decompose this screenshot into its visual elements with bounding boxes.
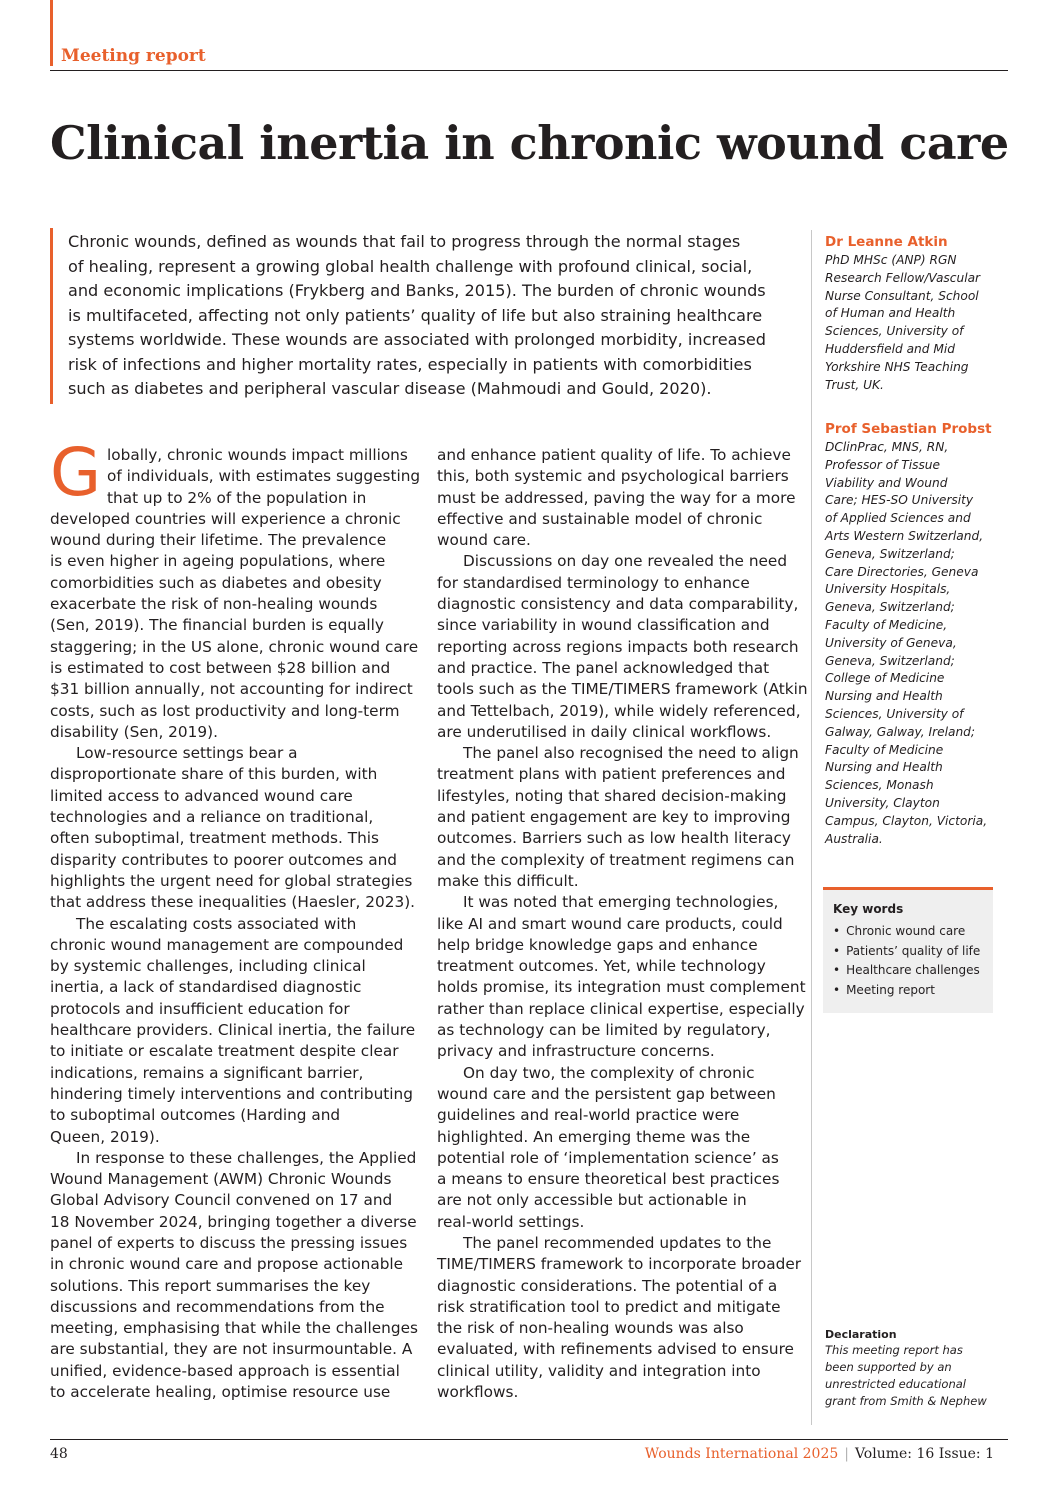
text-line: wound during their lifetime. The prevalence xyxy=(50,531,387,550)
text-line: often suboptimal, treatment methods. This xyxy=(50,829,380,848)
text-line: to initiate or escalate treatment despite clear xyxy=(50,1042,399,1061)
text-line: to accelerate healing, optimise resource use xyxy=(50,1383,391,1402)
affiliation-line: Faculty of Medicine xyxy=(825,742,944,757)
declaration-line: been supported by an xyxy=(825,1360,952,1374)
text-line: and Tettelbach, 2019), while widely referenced, xyxy=(437,701,801,720)
text-line: It was noted that emerging technologies, xyxy=(463,893,779,912)
text-line: make this difficult. xyxy=(437,871,579,890)
text-line: panel of experts to discuss the pressing issues xyxy=(50,1233,408,1252)
text-line: clinical utility, validity and integration into xyxy=(437,1361,761,1380)
paragraph xyxy=(437,445,802,551)
affiliation-line: Arts Western Switzerland, xyxy=(825,528,984,543)
paragraph xyxy=(437,892,806,1062)
abstract-accent-bar xyxy=(50,228,53,404)
abstract-line: systems worldwide. These wounds are associated with prolonged morbidity, increased xyxy=(68,330,766,349)
text-line: workflows. xyxy=(437,1383,519,1402)
article-title: Clinical inertia in chronic wound care xyxy=(50,116,1009,170)
text-line: inertia, a lack of standardised diagnostic xyxy=(50,978,362,997)
text-line: wound care and the persistent gap between xyxy=(437,1084,776,1103)
affiliation-line: Galway, Galway, Ireland; xyxy=(825,724,976,739)
author-block-1 xyxy=(825,232,980,394)
abstract-line: of healing, represent a growing global health challenge with profound clinical, social, xyxy=(68,256,753,276)
affiliation-line: Faculty of Medicine, xyxy=(825,617,948,632)
text-line: and enhance patient quality of life. To achieve xyxy=(437,446,791,464)
text-line: The panel recommended updates to the xyxy=(463,1233,772,1252)
text-line: The panel also recognised the need to align xyxy=(463,744,799,763)
keyword-item: • Patients’ quality of life xyxy=(833,942,980,962)
author-affiliation xyxy=(825,439,992,848)
declaration-line: grant from Smith & Nephew xyxy=(825,1394,987,1408)
text-line: healthcare providers. Clinical inertia, the failure xyxy=(50,1021,416,1040)
text-line: that address these inequalities (Haesler, 2023). xyxy=(50,893,416,912)
text-line: this, both systemic and psychological barriers xyxy=(437,467,789,486)
text-line: of individuals, with estimates suggesting xyxy=(107,467,421,486)
affiliation-line: College of Medicine xyxy=(825,671,945,686)
paragraph xyxy=(50,445,421,743)
affiliation-line: Nursing and Health xyxy=(825,689,943,704)
affiliation-line: DClinPrac, MNS, RN, xyxy=(825,440,949,454)
text-line: Discussions on day one revealed the need xyxy=(463,552,788,571)
affiliation-line: Trust, UK. xyxy=(825,377,884,392)
text-line: (Sen, 2019). The financial burden is equally xyxy=(50,616,384,635)
text-line: disparity contributes to poorer outcomes and xyxy=(50,850,398,869)
text-line: by systemic challenges, including clinical xyxy=(50,957,366,976)
author-name: Prof Sebastian Probst xyxy=(825,421,992,437)
text-line: like AI and smart wound care products, could xyxy=(437,914,783,933)
affiliation-line: Yorkshire NHS Teaching xyxy=(825,359,969,374)
affiliation-line: PhD MHSc (ANP) RGN xyxy=(825,253,957,267)
affiliation-line: Care; HES-SO University xyxy=(825,493,974,508)
text-line: technologies and a reliance on traditional, xyxy=(50,808,374,827)
text-line: as technology can be limited by regulatory, xyxy=(437,1021,771,1040)
footer-separator: | xyxy=(844,1446,849,1462)
text-line: highlighted. An emerging theme was the xyxy=(437,1127,751,1146)
keyword-item: • Chronic wound care xyxy=(833,922,980,942)
author-affiliation xyxy=(825,252,980,394)
affiliation-line: Geneva, Switzerland; xyxy=(825,546,955,561)
affiliation-line: Viability and Wound xyxy=(825,475,948,490)
affiliation-line: Sciences, University of xyxy=(825,706,964,721)
text-line: holds promise, its integration must complement xyxy=(437,978,806,997)
text-line: that up to 2% of the population in xyxy=(107,488,367,507)
text-line: unified, evidence-based approach is essential xyxy=(50,1361,400,1380)
text-line: meeting, emphasising that while the challenges xyxy=(50,1319,418,1338)
paragraph xyxy=(437,551,808,743)
text-line: In response to these challenges, the Applied xyxy=(76,1148,417,1167)
text-line: tools such as the TIME/TIMERS framework (Atkin xyxy=(437,680,808,699)
affiliation-line: University Hospitals, xyxy=(825,582,951,597)
text-line: potential role of ‘implementation science’ as xyxy=(437,1148,779,1167)
text-line: indications, remains a significant barrier, xyxy=(50,1063,364,1082)
journal-name: Wounds International 2025 xyxy=(644,1446,839,1462)
paragraph xyxy=(437,1233,802,1403)
text-line: evaluated, with refinements advised to ensure xyxy=(437,1340,794,1359)
header-rule xyxy=(50,70,1008,71)
footer-rule xyxy=(50,1439,1008,1440)
text-line: limited access to advanced wound care xyxy=(50,786,353,805)
text-line: real-world settings. xyxy=(437,1212,585,1231)
affiliation-line: Sciences, University of xyxy=(825,324,964,339)
keywords-title: Key words xyxy=(833,902,904,916)
affiliation-line: Campus, Clayton, Victoria, xyxy=(825,813,988,828)
affiliation-line: Professor of Tissue xyxy=(825,457,941,472)
page-number: 48 xyxy=(50,1446,68,1462)
text-line: $31 billion annually, not accounting for indirect xyxy=(50,680,413,699)
text-line: rather than replace clinical expertise, especially xyxy=(437,999,805,1018)
text-line: and the complexity of treatment regimens can xyxy=(437,850,795,869)
text-line: exacerbate the risk of non-healing wounds xyxy=(50,595,378,614)
text-line: disability (Sen, 2019). xyxy=(50,722,218,741)
text-line: is estimated to cost between $28 billion and xyxy=(50,658,391,677)
affiliation-line: University of Geneva, xyxy=(825,635,957,650)
text-line: privacy and infrastructure concerns. xyxy=(437,1042,715,1061)
paragraph xyxy=(50,743,415,913)
text-line: Queen, 2019). xyxy=(50,1127,160,1146)
author-name: Dr Leanne Atkin xyxy=(825,234,948,250)
declaration-line: unrestricted educational xyxy=(825,1377,966,1391)
text-line: effective and sustainable model of chronic xyxy=(437,509,763,528)
text-line: lifestyles, noting that shared decision-making xyxy=(437,786,787,805)
text-line: reporting across regions impacts both research xyxy=(437,637,799,656)
text-line: the risk of non-healing wounds was also xyxy=(437,1319,744,1338)
text-line: guidelines and real-world practice were xyxy=(437,1106,740,1125)
affiliation-line: Care Directories, Geneva xyxy=(825,564,979,579)
text-line: The escalating costs associated with xyxy=(76,914,357,933)
text-line: Wound Management (AWM) Chronic Wounds xyxy=(50,1170,392,1189)
abstract xyxy=(68,230,808,402)
affiliation-line: Geneva, Switzerland; xyxy=(825,600,955,615)
affiliation-line: Australia. xyxy=(825,831,883,846)
text-line: for standardised terminology to enhance xyxy=(437,573,750,592)
keyword-item: • Meeting report xyxy=(833,981,980,1001)
abstract-line: risk of infections and higher mortality rates, especially in patients with comorbidities xyxy=(68,354,752,374)
keywords-box xyxy=(823,887,993,1013)
text-line: treatment plans with patient preferences and xyxy=(437,765,786,784)
text-line: and patient engagement are key to improving xyxy=(437,808,791,827)
text-line: diagnostic considerations. The potential of a xyxy=(437,1276,778,1295)
journal-citation xyxy=(645,1444,994,1464)
keyword-item: • Healthcare challenges xyxy=(833,961,980,981)
text-line: solutions. This report summarises the key xyxy=(50,1276,371,1295)
text-line: highlights the urgent need for global strategies xyxy=(50,871,413,890)
affiliation-line: University, Clayton xyxy=(825,795,940,810)
text-line: discussions and recommendations from the xyxy=(50,1297,385,1316)
paragraph xyxy=(50,1148,418,1404)
body-column-middle xyxy=(437,445,808,1403)
affiliation-line: Huddersfield and Mid xyxy=(825,341,956,356)
text-line: are underutilised in daily clinical workflows. xyxy=(437,722,772,741)
affiliation-line: Sciences, Monash xyxy=(825,778,934,793)
keywords-list xyxy=(833,922,980,1000)
text-line: are substantial, they are not insurmountable. A xyxy=(50,1340,413,1359)
text-line: are not only accessible but actionable in xyxy=(437,1191,747,1210)
affiliation-line: Research Fellow/Vascular xyxy=(825,270,981,285)
abstract-line: and economic implications (Frykberg and Banks, 2015). The burden of chronic wounds xyxy=(68,281,766,300)
abstract-line: such as diabetes and peripheral vascular disease (Mahmoudi and Gould, 2020). xyxy=(68,379,712,398)
affiliation-line: Nursing and Health xyxy=(825,760,943,775)
affiliation-line: of Applied Sciences and xyxy=(825,511,971,526)
author-block-2 xyxy=(825,419,992,848)
text-line: 18 November 2024, bringing together a diverse xyxy=(50,1212,417,1231)
text-line: diagnostic consistency and data comparability, xyxy=(437,595,799,614)
sidebar-divider xyxy=(811,230,812,1425)
text-line: since variability in wound classification and xyxy=(437,616,770,635)
affiliation-line: Geneva, Switzerland; xyxy=(825,653,955,668)
text-line: a means to ensure theoretical best practices xyxy=(437,1170,780,1189)
text-line: and practice. The panel acknowledged that xyxy=(437,658,770,677)
body-column-left xyxy=(50,445,421,1403)
section-label: Meeting report xyxy=(61,46,206,66)
declaration-line: This meeting report has xyxy=(825,1343,963,1357)
text-line: treatment outcomes. Yet, while technology xyxy=(437,957,766,976)
abstract-line: Chronic wounds, defined as wounds that fail to progress through the normal stages xyxy=(68,232,741,251)
text-line: hindering timely interventions and contributing xyxy=(50,1084,413,1103)
text-line: staggering; in the US alone, chronic wound care xyxy=(50,637,419,656)
text-line: wound care. xyxy=(437,531,531,550)
header-accent-bar xyxy=(50,0,53,66)
paragraph xyxy=(437,743,802,892)
text-line: chronic wound management are compounded xyxy=(50,935,404,954)
affiliation-line: of Human and Health xyxy=(825,306,956,321)
text-line: developed countries will experience a chronic xyxy=(50,509,401,528)
text-line: in chronic wound care and propose actionable xyxy=(50,1255,404,1274)
text-line: disproportionate share of this burden, with xyxy=(50,765,378,784)
abstract-line: is multifaceted, affecting not only patients’ quality of life but also straining healthcare xyxy=(68,305,763,325)
text-line: to suboptimal outcomes (Harding and xyxy=(50,1106,341,1125)
text-line: comorbidities such as diabetes and obesity xyxy=(50,573,382,592)
text-line: lobally, chronic wounds impact millions xyxy=(107,446,408,464)
text-line: TIME/TIMERS framework to incorporate broader xyxy=(437,1255,802,1274)
text-line: outcomes. Barriers such as low health literacy xyxy=(437,829,791,848)
paragraph xyxy=(50,914,415,1148)
paragraph xyxy=(437,1063,802,1233)
text-line: On day two, the complexity of chronic xyxy=(463,1063,755,1082)
declaration-text xyxy=(825,1342,987,1410)
text-line: help bridge knowledge gaps and enhance xyxy=(437,935,758,954)
text-line: protocols and insufficient education for xyxy=(50,999,350,1018)
text-line: must be addressed, paving the way for a more xyxy=(437,488,796,507)
declaration-title: Declaration xyxy=(825,1328,897,1341)
drop-cap: G xyxy=(50,434,102,511)
affiliation-line: Nurse Consultant, School xyxy=(825,288,979,303)
text-line: Low-resource settings bear a xyxy=(76,744,298,763)
journal-volume: Volume: 16 Issue: 1 xyxy=(854,1446,994,1462)
text-line: Global Advisory Council convened on 17 and xyxy=(50,1191,393,1210)
text-line: is even higher in ageing populations, where xyxy=(50,552,386,571)
text-line: costs, such as lost productivity and long-term xyxy=(50,701,400,720)
text-line: risk stratification tool to predict and mitigate xyxy=(437,1297,781,1316)
